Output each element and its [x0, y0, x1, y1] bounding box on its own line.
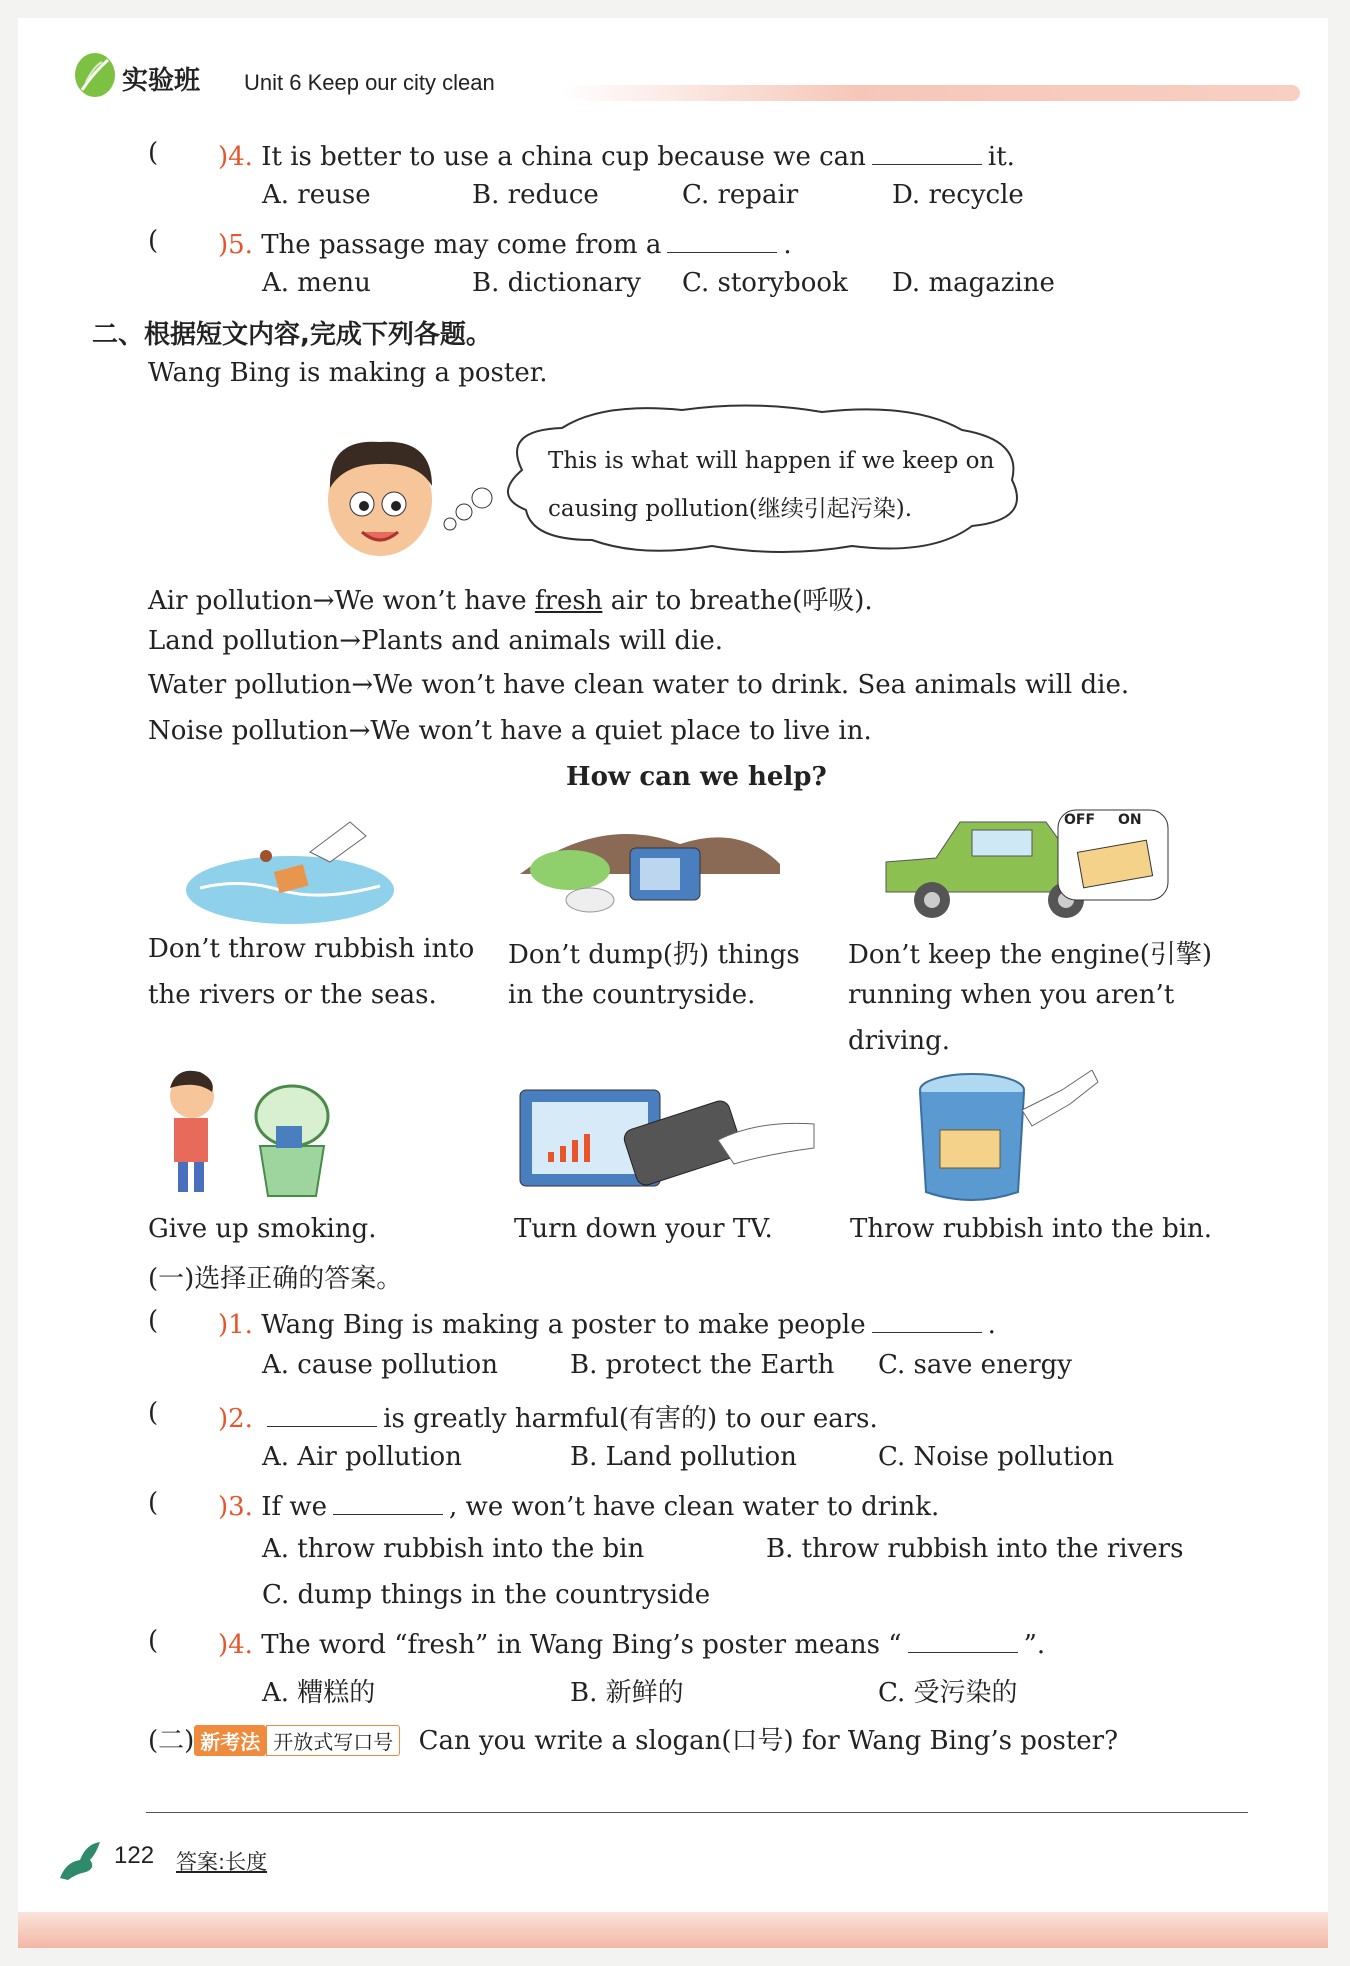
- footer-decoration: [18, 1912, 1328, 1948]
- question-tail: ”.: [1023, 1630, 1046, 1660]
- option-c[interactable]: C. storybook: [682, 268, 848, 298]
- option-c[interactable]: C. save energy: [878, 1350, 1072, 1380]
- answer-paren: (: [148, 1398, 159, 1428]
- option-b[interactable]: B. throw rubbish into the rivers: [766, 1534, 1184, 1564]
- boy-thinking-illustration: [300, 428, 500, 568]
- switch-off-label: OFF: [1064, 812, 1096, 828]
- open-slogan-tag: 开放式写口号: [266, 1725, 400, 1756]
- tip-caption: Give up smoking.: [148, 1214, 377, 1244]
- question-tail: .: [987, 1310, 996, 1340]
- countryside-dump-illustration: [520, 804, 780, 924]
- brand-title: 实验班: [122, 66, 201, 96]
- question-4b-stem: [218, 1626, 1045, 1660]
- pollution-line-noise: [148, 716, 872, 746]
- tip-caption: Don’t throw rubbish into: [148, 934, 475, 964]
- dinosaur-icon: [56, 1838, 106, 1882]
- tip-caption: Throw rubbish into the bin.: [850, 1214, 1213, 1244]
- tip-caption: the rivers or the seas.: [148, 980, 437, 1010]
- part-1-title: (一)选择正确的答案。: [148, 1264, 403, 1294]
- footer-divider: [146, 1812, 1248, 1813]
- answer-paren: (: [148, 138, 159, 168]
- option-c[interactable]: C. dump things in the countryside: [262, 1580, 711, 1610]
- pollution-effect: We won’t have a quiet place to live in.: [370, 716, 872, 746]
- question-number: )2.: [218, 1404, 253, 1434]
- option-a[interactable]: A. 糟糕的: [262, 1678, 376, 1708]
- switch-on-label: ON: [1118, 812, 1142, 828]
- question-3-stem: [218, 1488, 939, 1522]
- question-tail: .: [783, 230, 792, 260]
- question-2-stem: [218, 1398, 878, 1435]
- option-c[interactable]: C. Noise pollution: [878, 1442, 1115, 1472]
- answer-blank[interactable]: [267, 1400, 377, 1427]
- option-a[interactable]: A. menu: [262, 268, 371, 298]
- question-number: )1.: [218, 1310, 253, 1340]
- arrow-icon: →: [351, 670, 374, 700]
- section-intro: Wang Bing is making a poster.: [148, 358, 548, 388]
- pollution-effect: We won’t have: [334, 586, 535, 616]
- option-a[interactable]: A. cause pollution: [262, 1350, 498, 1380]
- question-text: The word “fresh” in Wang Bing’s poster means “: [261, 1630, 902, 1660]
- answer-paren: (: [148, 1488, 159, 1518]
- bubble-line-1: This is what will happen if we keep on: [548, 448, 995, 474]
- underlined-word: fresh: [534, 586, 603, 616]
- bubble-line-2: causing pollution(继续引起污染).: [548, 496, 913, 522]
- question-row: [148, 138, 158, 168]
- tip-caption: Don’t dump(扔) things: [508, 940, 800, 970]
- tip-caption: driving.: [848, 1026, 951, 1056]
- option-c[interactable]: C. repair: [682, 180, 799, 210]
- smoking-bin-illustration: [156, 1066, 356, 1206]
- question-1-stem: [218, 1306, 996, 1340]
- pollution-type: Water pollution: [148, 670, 352, 700]
- tip-caption: running when you aren’t: [848, 980, 1175, 1010]
- leaf-logo-icon: [72, 52, 118, 98]
- part-2-row: [148, 1720, 1118, 1757]
- answer-blank[interactable]: [872, 1306, 982, 1333]
- arrow-icon: →: [339, 626, 362, 656]
- tv-remote-illustration: [518, 1084, 818, 1194]
- pollution-type: Land pollution: [148, 626, 340, 656]
- answer-blank[interactable]: [333, 1488, 443, 1515]
- answer-paren: (: [148, 1626, 159, 1656]
- question-4-stem: [218, 138, 1015, 172]
- option-d[interactable]: D. magazine: [892, 268, 1055, 298]
- pollution-line-air: [148, 580, 873, 617]
- option-d[interactable]: D. recycle: [892, 180, 1024, 210]
- question-number: )4.: [218, 142, 253, 172]
- pollution-effect: Plants and animals will die.: [361, 626, 724, 656]
- answer-blank[interactable]: [667, 226, 777, 253]
- question-text: The passage may come from a: [261, 230, 662, 260]
- question-tail: is greatly harmful(有害的) to our ears.: [383, 1404, 878, 1434]
- question-tail: it.: [987, 142, 1015, 172]
- tip-caption: Turn down your TV.: [514, 1214, 773, 1244]
- option-a[interactable]: A. reuse: [262, 180, 371, 210]
- pollution-effect-tail: air to breathe(呼吸).: [602, 586, 873, 616]
- unit-title: Unit 6 Keep our city clean: [244, 70, 495, 95]
- option-a[interactable]: A. throw rubbish into the bin: [262, 1534, 645, 1564]
- section-title: 二、根据短文内容,完成下列各题。: [92, 320, 492, 350]
- help-title: How can we help?: [566, 762, 827, 792]
- option-b[interactable]: B. dictionary: [472, 268, 641, 298]
- answer-link[interactable]: 答案:长度: [176, 1850, 268, 1874]
- pollution-line-land: [148, 626, 723, 656]
- answer-blank[interactable]: [872, 138, 982, 165]
- tip-caption: in the countryside.: [508, 980, 756, 1010]
- pollution-effect: We won’t have clean water to drink. Sea animals will die.: [373, 670, 1130, 700]
- option-b[interactable]: B. reduce: [472, 180, 599, 210]
- header-decoration: [560, 85, 1300, 101]
- question-text: It is better to use a china cup because we can: [261, 142, 866, 172]
- question-tail: , we won’t have clean water to drink.: [449, 1492, 940, 1522]
- option-b[interactable]: B. 新鲜的: [570, 1678, 684, 1708]
- question-5-stem: [218, 226, 792, 260]
- arrow-icon: →: [348, 716, 371, 746]
- option-a[interactable]: A. Air pollution: [262, 1442, 462, 1472]
- answer-paren: (: [148, 226, 159, 256]
- answer-paren: (: [148, 1306, 159, 1336]
- question-number: )3.: [218, 1492, 253, 1522]
- option-c[interactable]: C. 受污染的: [878, 1678, 1018, 1708]
- pollution-type: Noise pollution: [148, 716, 349, 746]
- part-2-label: (二): [148, 1726, 195, 1756]
- arrow-icon: →: [312, 586, 335, 616]
- question-text: Wang Bing is making a poster to make people: [261, 1310, 866, 1340]
- pollution-type: Air pollution: [148, 586, 313, 616]
- thought-bubble: [492, 400, 1032, 560]
- page-number: 122: [114, 1842, 155, 1869]
- rubbish-bin-illustration: [912, 1070, 1132, 1210]
- option-b[interactable]: B. Land pollution: [570, 1442, 797, 1472]
- answer-blank[interactable]: [908, 1626, 1018, 1653]
- pollution-line-water: [148, 670, 1129, 700]
- part-2-question: Can you write a slogan(口号) for Wang Bing’s poster?: [418, 1726, 1119, 1756]
- question-number: )4.: [218, 1630, 253, 1660]
- new-exam-tag: 新考法: [194, 1725, 266, 1756]
- river-rubbish-illustration: [180, 812, 420, 932]
- question-text: If we: [261, 1492, 328, 1522]
- tip-caption: Don’t keep the engine(引擎): [848, 940, 1213, 970]
- question-number: )5.: [218, 230, 253, 260]
- option-b[interactable]: B. protect the Earth: [570, 1350, 835, 1380]
